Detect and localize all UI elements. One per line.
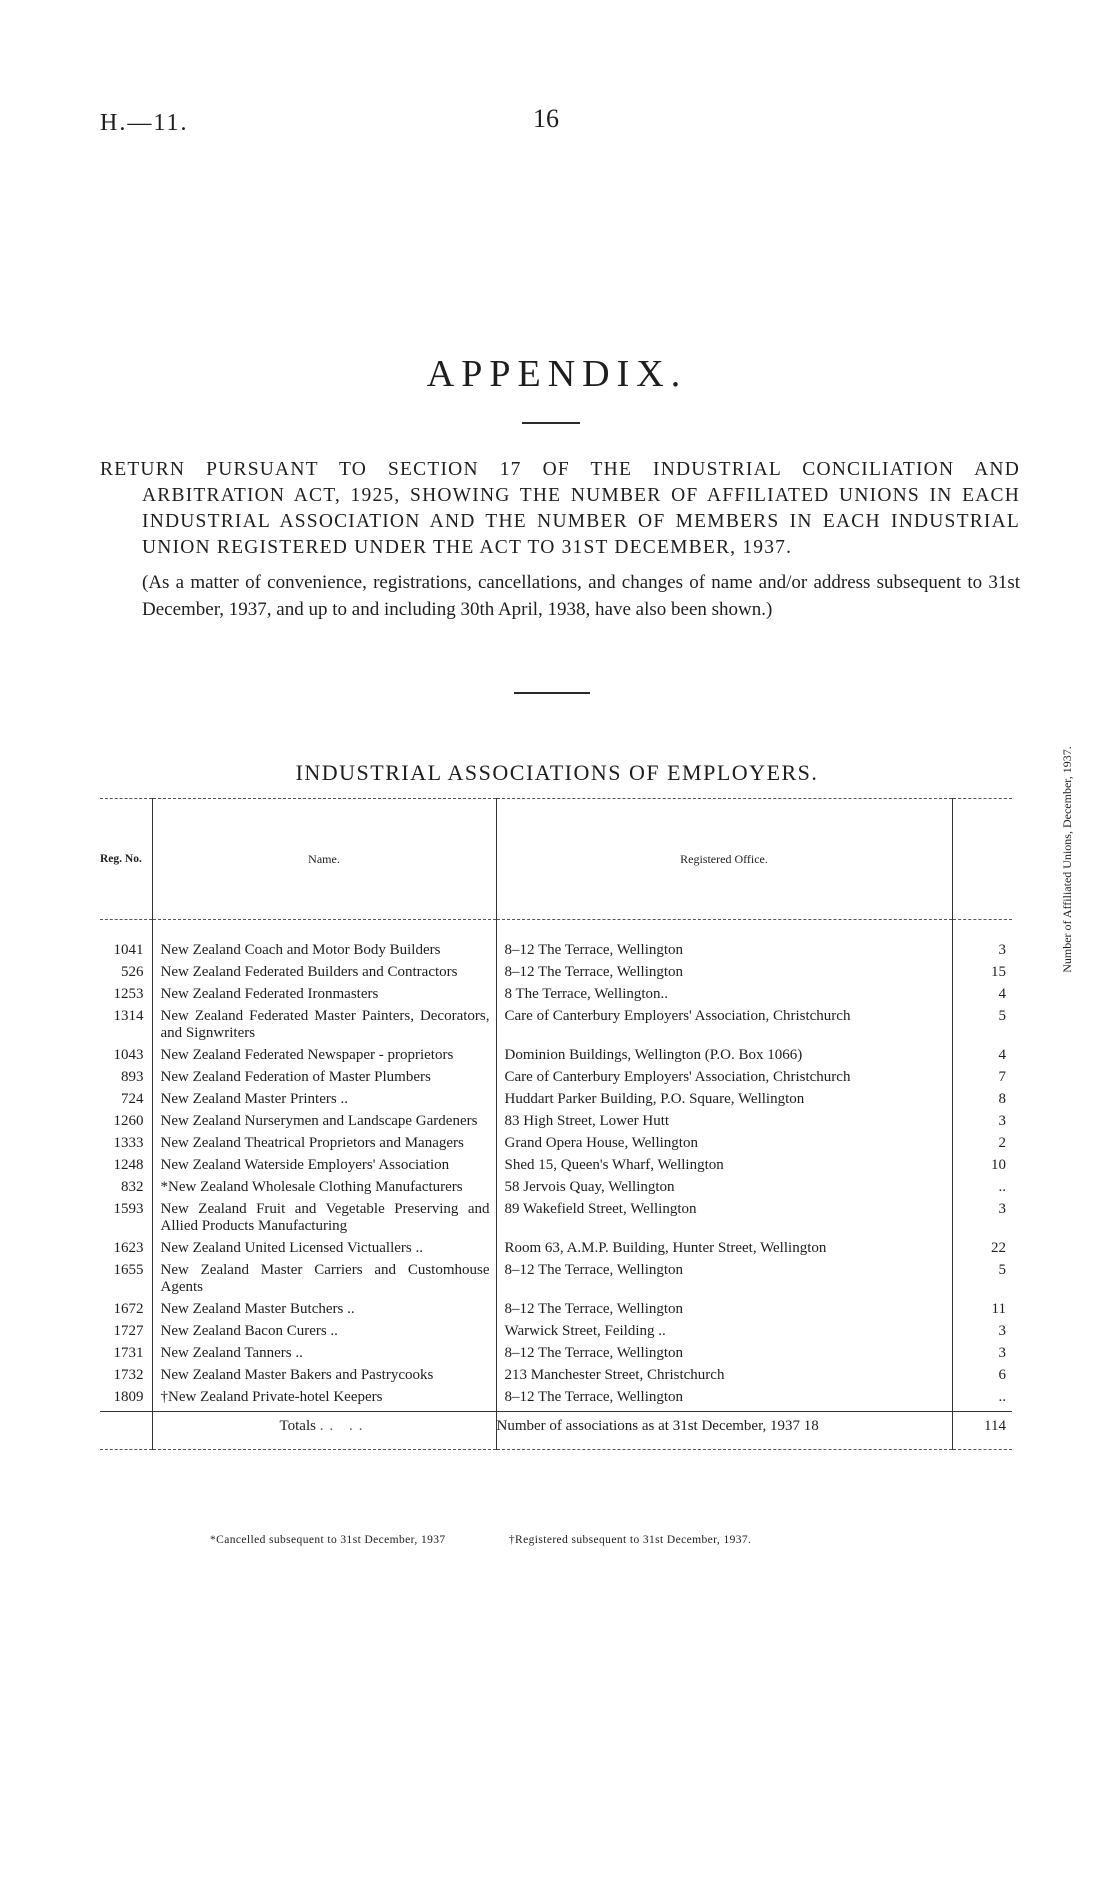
table-row	[100, 1323, 1012, 1345]
association-name: New Zealand Fruit and Vegetable Preserving and Allied Products Manufacturing	[152, 1201, 496, 1240]
affiliated-unions: ..	[952, 1179, 1012, 1201]
affiliated-header-label: Number of Affiliated Unions, December, 1937.	[1059, 745, 1074, 973]
affiliated-unions: 3	[952, 920, 1012, 965]
reg-number: 1655	[113, 1262, 144, 1278]
reg-number: 1043	[113, 1047, 144, 1063]
association-name: New Zealand Nurserymen and Landscape Gardeners	[152, 1113, 496, 1135]
affiliated-unions: 3	[952, 1201, 1012, 1240]
table-row	[100, 1367, 1012, 1389]
affiliated-unions: 6	[952, 1367, 1012, 1389]
association-name: New Zealand Theatrical Proprietors and Managers	[152, 1135, 496, 1157]
association-name: New Zealand Coach and Motor Body Builders	[152, 920, 496, 965]
affiliated-unions: 15	[952, 964, 1012, 986]
footnote-registered: †Registered subsequent to 31st December, 1937.	[508, 1534, 752, 1546]
association-name: New Zealand Master Bakers and Pastrycooks	[152, 1367, 496, 1389]
association-name: New Zealand Master Butchers ..	[152, 1301, 496, 1323]
totals-affiliated: 114	[952, 1412, 1012, 1450]
association-name: New Zealand Bacon Curers ..	[152, 1323, 496, 1345]
registered-office: Warwick Street, Feilding ..	[496, 1323, 952, 1345]
registered-office: 58 Jervois Quay, Wellington	[496, 1179, 952, 1201]
table-row	[100, 964, 1012, 986]
reg-number: 1731	[113, 1345, 144, 1361]
reg-number: 526	[121, 964, 144, 980]
association-name: New Zealand Master Carriers and Customhouse Agents	[152, 1262, 496, 1301]
registered-office: 83 High Street, Lower Hutt	[496, 1113, 952, 1135]
totals-label: Totals .. ..	[152, 1412, 496, 1450]
association-name: New Zealand Federation of Master Plumbers	[152, 1069, 496, 1091]
divider	[514, 692, 590, 694]
association-name: New Zealand Federated Builders and Contractors	[152, 964, 496, 986]
affiliated-unions: 7	[952, 1069, 1012, 1091]
return-title: RETURN PURSUANT TO SECTION 17 OF THE INDUSTRIAL CONCILIATION AND ARBITRATION ACT, 1925, SHOWING THE NUMBER OF AFFILIATED UNIONS IN EACH INDUSTRIAL ASSOCIATION AND THE NUMBER OF MEMBERS IN EACH INDUSTRIAL UNION REGISTERED UNDER THE ACT TO 31ST DECEMBER, 1937.	[100, 459, 1020, 558]
table-row	[100, 920, 1012, 965]
registered-office: 213 Manchester Street, Christchurch	[496, 1367, 952, 1389]
registered-office: Dominion Buildings, Wellington (P.O. Box 1066)	[496, 1047, 952, 1069]
association-name: New Zealand Waterside Employers' Association	[152, 1157, 496, 1179]
registered-office: 8–12 The Terrace, Wellington	[496, 1389, 952, 1412]
table-row	[100, 1179, 1012, 1201]
reg-number: 1809	[113, 1389, 144, 1405]
return-heading	[100, 457, 1020, 623]
table-row	[100, 1262, 1012, 1301]
reg-number: 1253	[113, 986, 144, 1002]
association-name: New Zealand United Licensed Victuallers ..	[152, 1240, 496, 1262]
column-header-name: Name.	[152, 799, 496, 920]
footnotes	[210, 1534, 811, 1546]
association-name: New Zealand Federated Newspaper - proprietors	[152, 1047, 496, 1069]
table-row	[100, 1345, 1012, 1367]
appendix-title: APPENDIX.	[426, 353, 688, 395]
reg-number: 1248	[113, 1157, 144, 1173]
note-text: (As a matter of convenience, registrations, cancellations, and changes of name and/or address subsequent to 31st December, 1937, and up to and including 30th April, 1938, have also been shown.)	[142, 572, 1020, 620]
reg-number: 1623	[113, 1240, 144, 1256]
association-name: New Zealand Tanners ..	[152, 1345, 496, 1367]
affiliated-unions: 10	[952, 1157, 1012, 1179]
affiliated-unions: 3	[952, 1345, 1012, 1367]
affiliated-unions: 11	[952, 1301, 1012, 1323]
registered-office: Care of Canterbury Employers' Association, Christchurch	[496, 1069, 952, 1091]
table-row	[100, 1157, 1012, 1179]
table-row	[100, 1301, 1012, 1323]
association-name: New Zealand Master Printers ..	[152, 1091, 496, 1113]
table-row	[100, 1201, 1012, 1240]
table-row	[100, 1389, 1012, 1412]
totals-office: Number of associations as at 31st December, 1937 18	[496, 1412, 952, 1450]
affiliated-unions: 2	[952, 1135, 1012, 1157]
reg-number: 832	[121, 1179, 144, 1195]
section-title: INDUSTRIAL ASSOCIATIONS OF EMPLOYERS.	[295, 760, 819, 785]
reg-number: 1333	[113, 1135, 144, 1151]
registered-office: Room 63, A.M.P. Building, Hunter Street, Wellington	[496, 1240, 952, 1262]
registered-office: 8–12 The Terrace, Wellington	[496, 920, 952, 965]
associations-count: 18	[803, 1418, 819, 1434]
table-row	[100, 1047, 1012, 1069]
column-header-office: Registered Office.	[496, 799, 952, 920]
table-row	[100, 1091, 1012, 1113]
registered-office: Shed 15, Queen's Wharf, Wellington	[496, 1157, 952, 1179]
table-row	[100, 1069, 1012, 1091]
association-name: New Zealand Federated Ironmasters	[152, 986, 496, 1008]
reg-number: 1260	[113, 1113, 144, 1129]
affiliated-unions: 3	[952, 1113, 1012, 1135]
affiliated-unions: 4	[952, 986, 1012, 1008]
registered-office: 8–12 The Terrace, Wellington	[496, 1262, 952, 1301]
page-number: 16	[533, 104, 559, 133]
registered-office: Huddart Parker Building, P.O. Square, Wellington	[496, 1091, 952, 1113]
registered-office: Grand Opera House, Wellington	[496, 1135, 952, 1157]
reg-number: 1732	[113, 1367, 144, 1383]
footnote-cancelled: *Cancelled subsequent to 31st December, 1937	[210, 1534, 446, 1546]
registered-office: 89 Wakefield Street, Wellington	[496, 1201, 952, 1240]
divider	[522, 422, 580, 424]
reg-number: 1593	[113, 1201, 144, 1217]
reg-number: 1314	[113, 1008, 144, 1024]
totals-row	[100, 1412, 1012, 1450]
affiliated-unions: 3	[952, 1323, 1012, 1345]
table-header-row	[100, 799, 1012, 920]
table-row	[100, 1240, 1012, 1262]
page-reference: H.—11.	[100, 110, 189, 136]
registered-office: 8–12 The Terrace, Wellington	[496, 1301, 952, 1323]
association-name: †New Zealand Private-hotel Keepers	[152, 1389, 496, 1412]
registered-office: 8–12 The Terrace, Wellington	[496, 964, 952, 986]
reg-number: 1672	[113, 1301, 144, 1317]
affiliated-unions: 8	[952, 1091, 1012, 1113]
affiliated-unions: 4	[952, 1047, 1012, 1069]
association-name: *New Zealand Wholesale Clothing Manufacturers	[152, 1179, 496, 1201]
table-row	[100, 1135, 1012, 1157]
registered-office: 8–12 The Terrace, Wellington	[496, 1345, 952, 1367]
affiliated-unions: 5	[952, 1008, 1012, 1047]
affiliated-unions: ..	[952, 1389, 1012, 1412]
registered-office: 8 The Terrace, Wellington..	[496, 986, 952, 1008]
table-row	[100, 1113, 1012, 1135]
association-name: New Zealand Federated Master Painters, Decorators, and Signwriters	[152, 1008, 496, 1047]
reg-number: 1041	[113, 942, 144, 958]
reg-number: 724	[121, 1091, 144, 1107]
column-header-reg: Reg. No.	[100, 799, 152, 920]
reg-number: 1727	[113, 1323, 144, 1339]
affiliated-unions: 22	[952, 1240, 1012, 1262]
affiliated-unions: 5	[952, 1262, 1012, 1301]
registered-office: Care of Canterbury Employers' Association, Christchurch	[496, 1008, 952, 1047]
table-row	[100, 1008, 1012, 1047]
table-row	[100, 986, 1012, 1008]
reg-number: 893	[121, 1069, 144, 1085]
